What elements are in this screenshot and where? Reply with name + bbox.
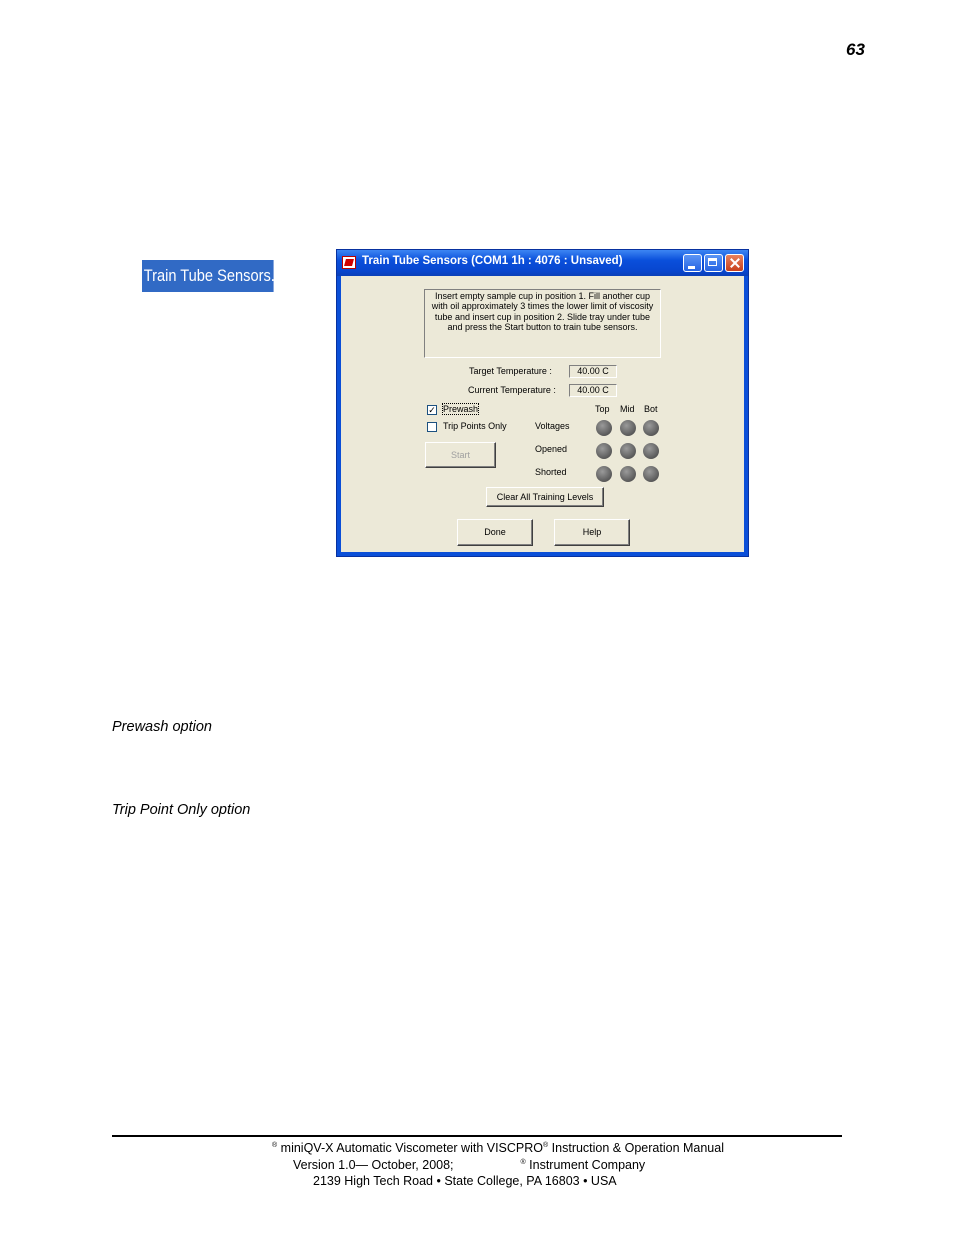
footer-divider — [112, 1135, 842, 1137]
shorted-top-indicator — [596, 466, 612, 482]
dialog-titlebar[interactable] — [337, 250, 748, 276]
registered-mark: ® — [543, 1141, 549, 1149]
footer-line-1 — [272, 1141, 724, 1155]
footer-address: 2139 High Tech Road • State College, PA 16803 • USA — [313, 1174, 617, 1188]
shorted-bot-indicator — [643, 466, 659, 482]
current-temperature-value: 40.00 C — [569, 384, 617, 397]
column-mid-label: Mid — [620, 404, 635, 414]
voltages-top-indicator — [596, 420, 612, 436]
row-shorted-label: Shorted — [535, 467, 567, 477]
row-opened-label: Opened — [535, 444, 568, 454]
row-voltages-label: Voltages — [535, 421, 570, 431]
dialog-title: Train Tube Sensors (COM1 1h : 4076 : Unsaved) — [362, 255, 623, 267]
prewash-checkbox[interactable]: ✓ — [428, 405, 436, 415]
start-button[interactable]: Start — [425, 442, 496, 468]
voltages-bot-indicator — [643, 420, 659, 436]
shorted-mid-indicator — [620, 466, 636, 482]
opened-mid-indicator — [620, 443, 636, 459]
trip-points-only-checkbox[interactable] — [427, 422, 437, 432]
prewash-option-caption: Prewash option — [112, 719, 212, 735]
column-bot-label: Bot — [644, 404, 658, 414]
registered-mark: ® — [520, 1158, 526, 1166]
column-top-label: Top — [595, 404, 610, 414]
target-temperature-value: 40.00 C — [569, 365, 617, 378]
footer-manual: Instruction & Operation Manual — [551, 1141, 724, 1155]
current-temperature-label: Current Temperature : — [468, 385, 556, 395]
opened-top-indicator — [596, 443, 612, 459]
footer-company: Instrument Company — [529, 1158, 646, 1172]
app-icon — [342, 256, 356, 269]
footer-product: miniQV-X Automatic Viscometer with VISCPRO — [280, 1141, 544, 1155]
trip-point-option-caption: Trip Point Only option — [112, 802, 251, 818]
help-button[interactable]: Help — [554, 519, 630, 546]
voltages-mid-indicator — [620, 420, 636, 436]
page-number: 63 — [846, 40, 865, 59]
close-icon[interactable] — [725, 254, 744, 272]
target-temperature-label: Target Temperature : — [469, 366, 552, 376]
trip-points-only-label[interactable]: Trip Points Only — [443, 421, 507, 431]
footer-version: Version 1.0— October, 2008; — [293, 1158, 454, 1172]
instructions-text: Insert empty sample cup in position 1. Fill another cup with oil approximately 3 times the lower limit of viscosity tube and insert cup in position 2. Slide tray under tube and press the Start button to train tube sensors. — [424, 289, 661, 358]
train-tube-sensors-dialog — [336, 249, 749, 557]
maximize-icon[interactable] — [704, 254, 723, 272]
dialog-body — [341, 276, 744, 552]
clear-all-training-levels-button[interactable]: Clear All Training Levels — [486, 487, 604, 507]
minimize-icon[interactable] — [683, 254, 702, 272]
train-tube-sensors-menu-item[interactable]: Train Tube Sensors... — [142, 260, 274, 292]
registered-mark: ® — [272, 1141, 278, 1149]
opened-bot-indicator — [643, 443, 659, 459]
footer-line-2 — [293, 1158, 645, 1172]
prewash-label[interactable]: Prewash — [443, 404, 479, 414]
done-button[interactable]: Done — [457, 519, 533, 546]
